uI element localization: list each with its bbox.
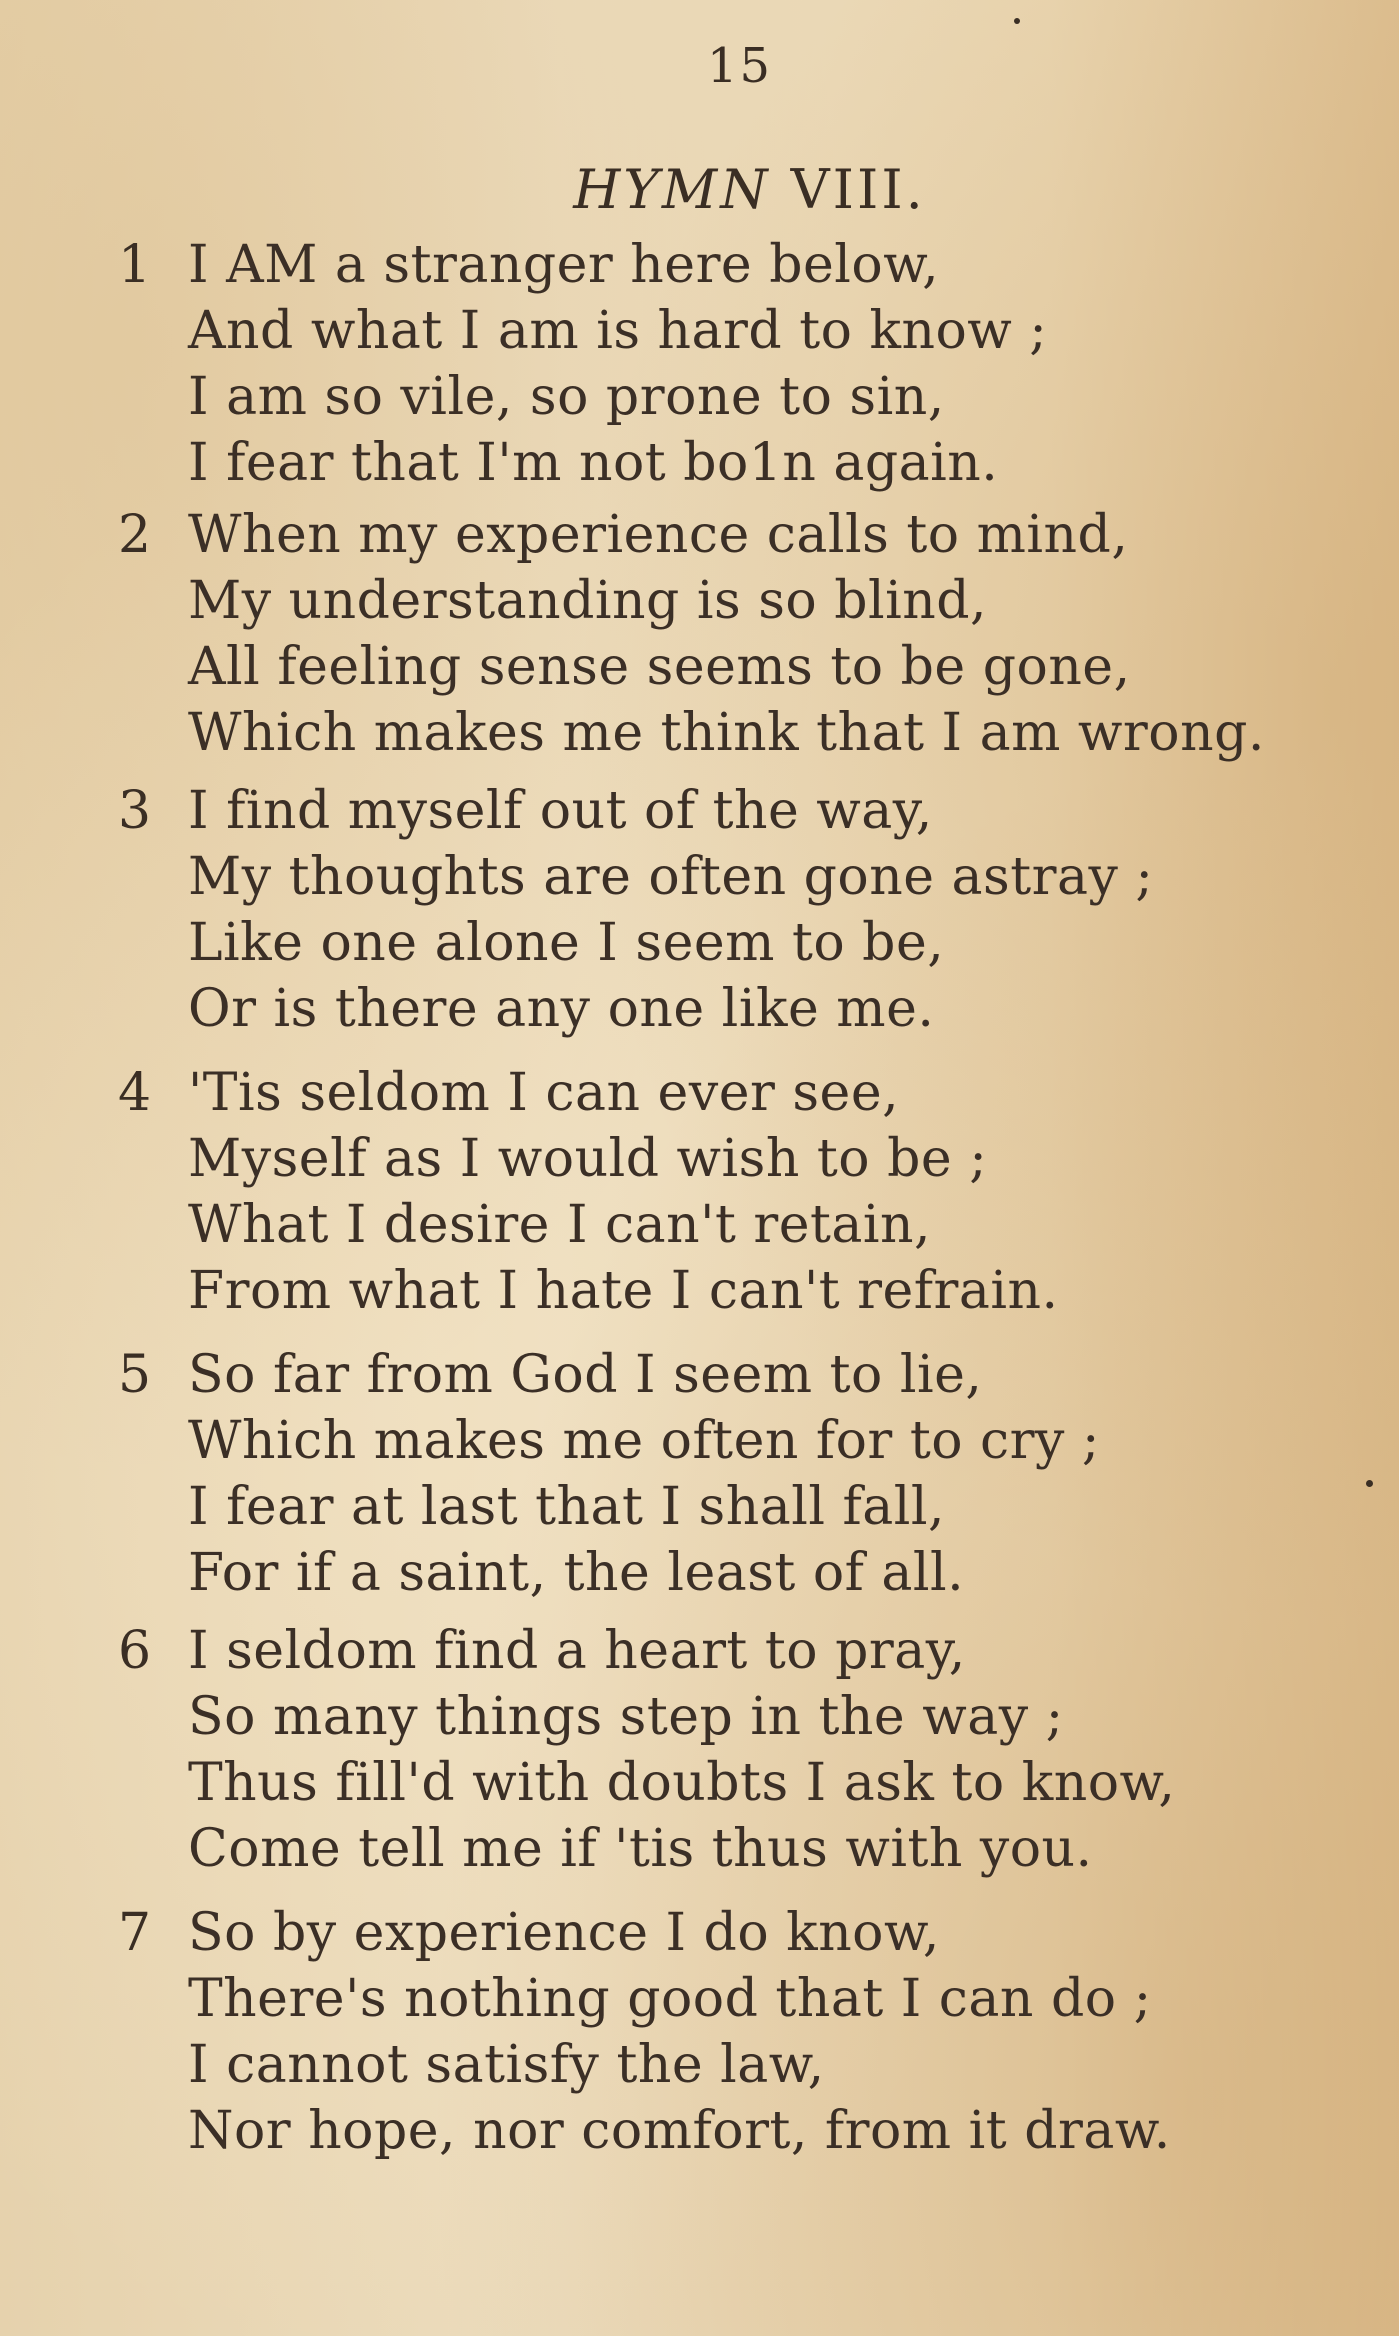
hymn-title [50, 158, 1399, 221]
stanza-number: 1 [118, 235, 152, 295]
verse-line: Thus fill'd with doubts I ask to know, [188, 1753, 1176, 1813]
verse-line: I find myself out of the way, [188, 781, 933, 841]
stanza-lines [188, 1900, 1171, 2164]
verse-line: I AM a stranger here below, [188, 235, 940, 295]
verse-line: And what I am is hard to know ; [188, 301, 1048, 361]
stanza-lines [188, 1342, 1100, 1606]
verse-line: All feeling sense seems to be gone, [188, 637, 1131, 697]
hymn-title-numeral: VIII. [790, 158, 926, 221]
verse-line: 'Tis seldom I can ever see, [188, 1063, 900, 1123]
ink-speck [1014, 18, 1020, 24]
page-number: 15 [706, 38, 773, 94]
ink-speck [1366, 1480, 1373, 1487]
verse-line: I am so vile, so prone to sin, [188, 367, 945, 427]
stanza-lines [188, 1060, 1059, 1324]
stanza-number: 4 [118, 1063, 152, 1123]
verse-line: For if a saint, the least of all. [188, 1543, 965, 1603]
verse-line: What I desire I can't retain, [188, 1195, 932, 1255]
verse-line: Which makes me often for to cry ; [188, 1411, 1100, 1471]
stanza-number: 2 [118, 505, 152, 565]
stanza-number: 5 [118, 1345, 152, 1405]
verse-line: Like one alone I seem to be, [188, 913, 945, 973]
verse-line: When my experience calls to mind, [188, 505, 1129, 565]
verse-line: I seldom find a heart to pray, [188, 1621, 966, 1681]
verse-line: So far from God I seem to lie, [188, 1345, 983, 1405]
stanza-number: 3 [118, 781, 152, 841]
verse-line: So many things step in the way ; [188, 1687, 1064, 1747]
verse-line: My understanding is so blind, [188, 571, 988, 631]
stanza-number: 6 [118, 1621, 152, 1681]
stanza-number: 7 [118, 1903, 152, 1963]
stanza-lines [188, 502, 1265, 766]
stanza-lines [188, 232, 1047, 496]
hymn-title-word: HYMN [573, 158, 771, 221]
verse-line: My thoughts are often gone astray ; [188, 847, 1154, 907]
verse-line: Or is there any one like me. [188, 979, 935, 1039]
verse-line: Which makes me think that I am wrong. [188, 703, 1265, 763]
stanza-lines [188, 1618, 1175, 1882]
verse-line: There's nothing good that I can do ; [188, 1969, 1152, 2029]
verse-line: So by experience I do know, [188, 1903, 940, 1963]
verse-line: Myself as I would wish to be ; [188, 1129, 988, 1189]
verse-line: I fear at last that I shall fall, [188, 1477, 946, 1537]
verse-line: Nor hope, nor comfort, from it draw. [188, 2101, 1171, 2161]
verse-line: From what I hate I can't refrain. [188, 1261, 1059, 1321]
verse-line: I fear that I'm not bo1n again. [188, 433, 999, 493]
stanza-lines [188, 778, 1153, 1042]
verse-line: Come tell me if 'tis thus with you. [188, 1819, 1093, 1879]
verse-line: I cannot satisfy the law, [188, 2035, 825, 2095]
